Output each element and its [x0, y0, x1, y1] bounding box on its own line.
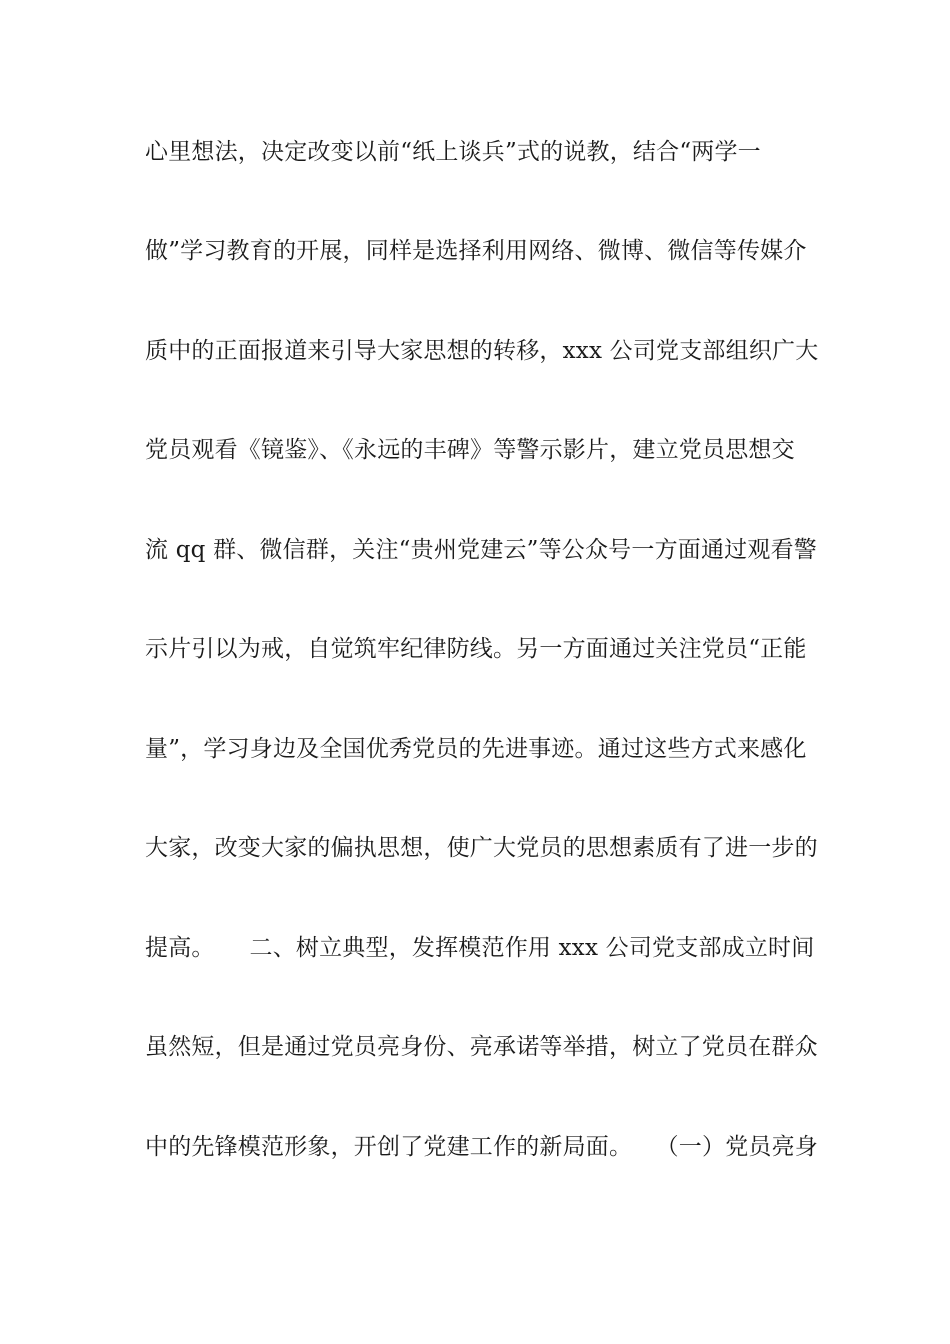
body-text-line: 质中的正面报道来引导大家思想的转移，xxx 公司党支部组织广大: [145, 338, 819, 364]
body-text-line: 大家，改变大家的偏执思想，使广大党员的思想素质有了进一步的: [145, 835, 818, 861]
body-text-line: 党员观看《镜鉴》、《永远的丰碑》等警示影片，建立党员思想交: [145, 437, 795, 463]
body-text-line: 示片引以为戒，自觉筑牢纪律防线。另一方面通过关注党员“正能: [145, 636, 807, 662]
body-text-line: 虽然短，但是通过党员亮身份、亮承诺等举措，树立了党员在群众: [145, 1034, 818, 1060]
body-text-line: 中的先锋模范形象，开创了党建工作的新局面。 （一）党员亮身: [145, 1134, 818, 1160]
body-text-line: 做”学习教育的开展，同样是选择利用网络、微博、微信等传媒介: [145, 238, 807, 264]
body-text-line: 提高。 二、树立典型，发挥模范作用 xxx 公司党支部成立时间: [145, 935, 815, 961]
body-text-line: 量”，学习身边及全国优秀党员的先进事迹。通过这些方式来感化: [145, 736, 807, 762]
body-text-line: 心里想法，决定改变以前“纸上谈兵”式的说教，结合“两学一: [145, 139, 761, 165]
body-text-line: 流 qq 群、微信群，关注“贵州党建云”等公众号一方面通过观看警: [145, 537, 817, 563]
